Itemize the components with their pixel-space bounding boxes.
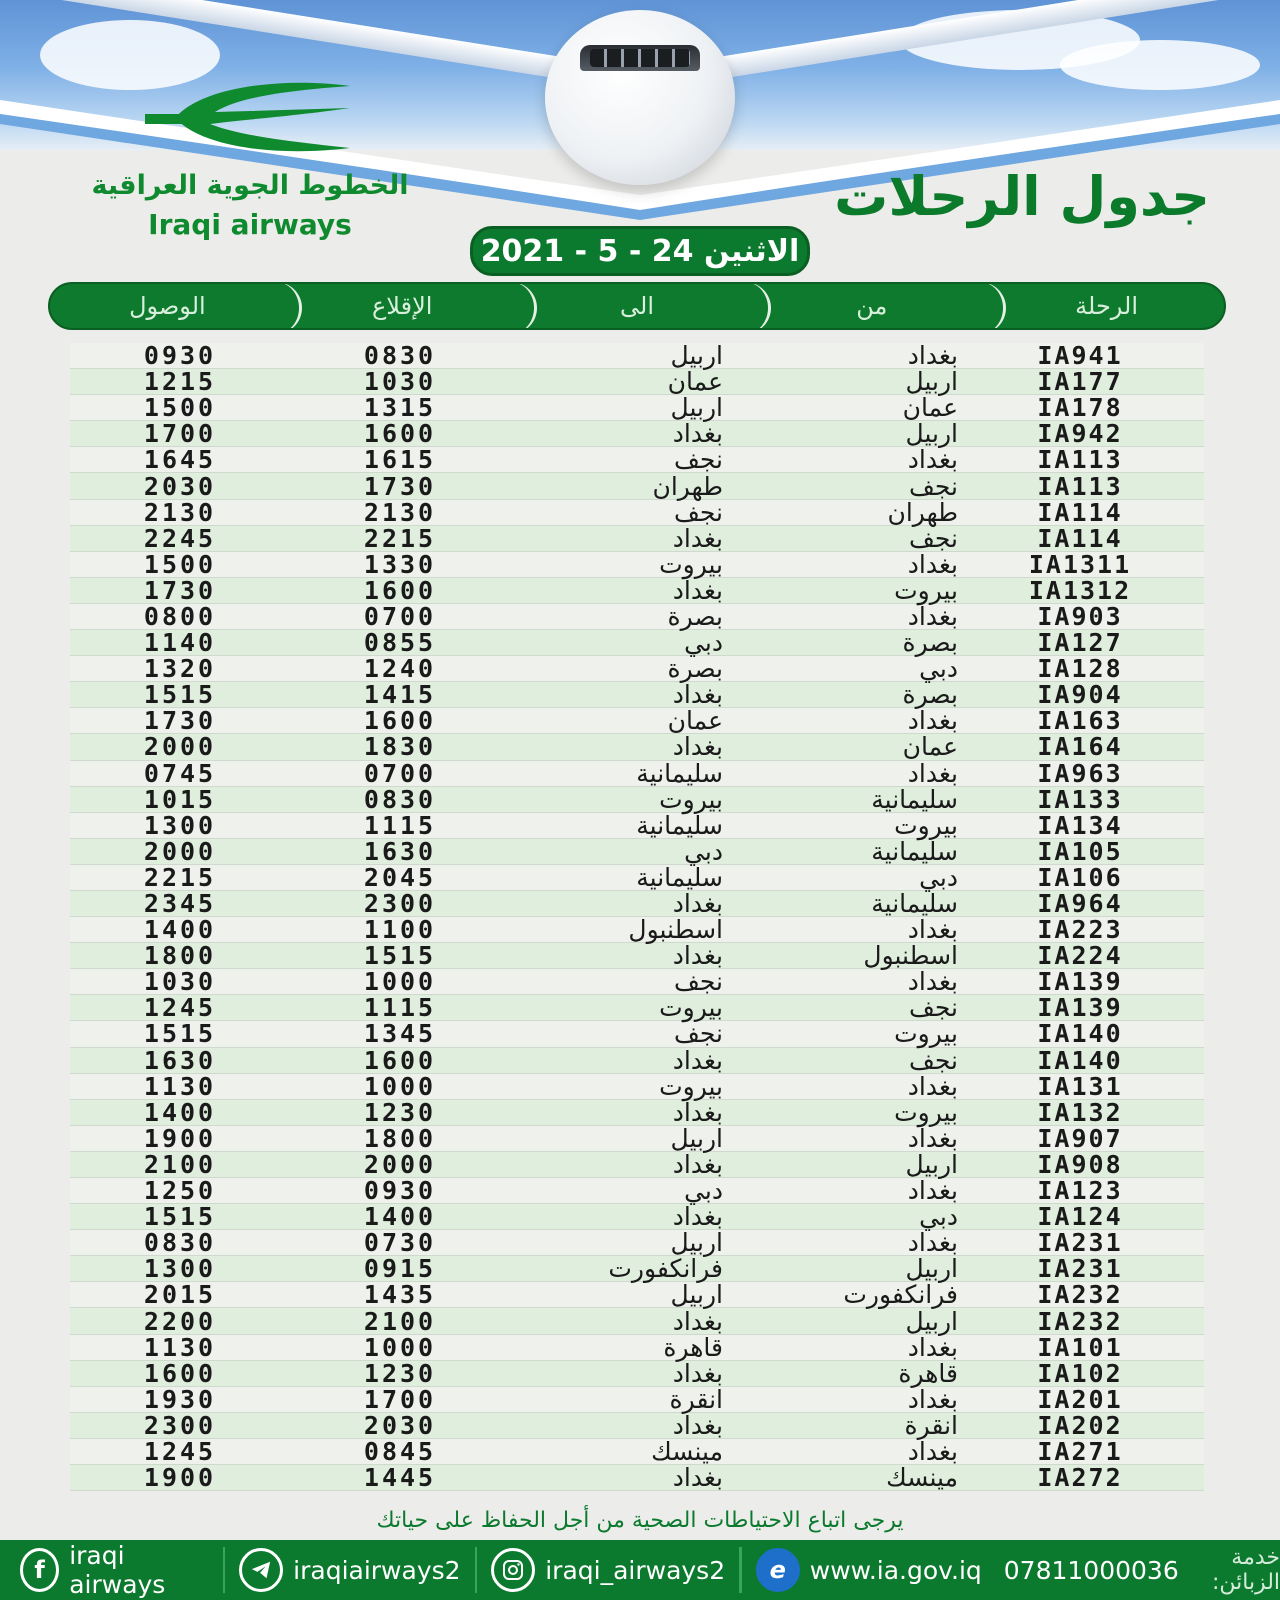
destination-city: انقرة — [669, 1384, 723, 1414]
arrival-time: 2000 — [143, 732, 217, 762]
destination-city: سليمانية — [636, 862, 723, 892]
origin-city: بغداد — [907, 1176, 958, 1206]
arrival-time: 1730 — [143, 575, 217, 605]
flight-schedule-table — [70, 343, 1204, 1491]
destination-city: بغداد — [672, 889, 723, 919]
arrival-time: 2300 — [143, 1410, 217, 1440]
customer-service-label: خدمة الزبائن: — [1211, 1545, 1280, 1595]
destination-city: اربيل — [670, 1228, 723, 1258]
departure-time: 1115 — [363, 810, 437, 840]
flight-number: IA232 — [1037, 1306, 1123, 1336]
flight-number: IA132 — [1037, 1097, 1123, 1127]
table-row — [70, 784, 1204, 814]
destination-city: دبي — [684, 1176, 723, 1206]
table-row — [70, 1436, 1204, 1466]
table-row — [70, 1384, 1204, 1414]
flight-number: IA139 — [1037, 993, 1123, 1023]
flight-number: IA231 — [1037, 1228, 1123, 1258]
table-row — [70, 862, 1204, 892]
flight-number: IA942 — [1037, 419, 1123, 449]
table-row — [70, 421, 1204, 447]
origin-city: بيروت — [894, 810, 958, 840]
table-row — [70, 343, 1204, 369]
destination-city: بغداد — [672, 419, 723, 449]
arrival-time: 1130 — [143, 1071, 217, 1101]
table-row — [70, 447, 1204, 473]
origin-city: عمان — [902, 732, 958, 762]
destination-city: اسطنبول — [628, 915, 723, 945]
facebook-icon: f — [20, 1548, 59, 1592]
departure-time: 1115 — [363, 993, 437, 1023]
flight-number: IA101 — [1037, 1332, 1123, 1362]
plane-cockpit-windows — [580, 45, 700, 71]
telegram-handle: iraqiairways2 — [293, 1555, 461, 1585]
arrival-time: 1930 — [143, 1384, 217, 1414]
departure-time: 0700 — [363, 601, 437, 631]
departure-time: 1100 — [363, 915, 437, 945]
destination-city: بيروت — [659, 549, 723, 579]
origin-city: بصرة — [902, 680, 958, 710]
brand-name-arabic: الخطوط الجوية العراقية — [91, 170, 409, 201]
table-row — [70, 630, 1204, 656]
flight-number: IA232 — [1037, 1280, 1123, 1310]
arrival-time: 2015 — [143, 1280, 217, 1310]
table-row — [70, 497, 1204, 527]
arrival-time: 1645 — [143, 445, 217, 475]
table-row — [70, 369, 1204, 395]
flight-number: IA123 — [1037, 1176, 1123, 1206]
origin-city: بغداد — [907, 915, 958, 945]
arrival-time: 1140 — [143, 628, 217, 658]
destination-city: بغداد — [672, 1097, 723, 1127]
flight-number: IA133 — [1037, 784, 1123, 814]
departure-time: 1730 — [363, 471, 437, 501]
flight-number: IA964 — [1037, 889, 1123, 919]
origin-city: دبي — [919, 1202, 958, 1232]
origin-city: اربيل — [905, 1306, 958, 1336]
telegram-icon — [239, 1548, 283, 1592]
arrival-time: 2030 — [143, 471, 217, 501]
flight-number: IA134 — [1037, 810, 1123, 840]
arrival-time: 1900 — [143, 1463, 217, 1493]
origin-city: بصرة — [902, 628, 958, 658]
origin-city: بيروت — [894, 1097, 958, 1127]
origin-city: بغداد — [907, 706, 958, 736]
telegram-link[interactable] — [239, 1540, 460, 1600]
flight-number: IA272 — [1037, 1463, 1123, 1493]
flight-number: IA224 — [1037, 941, 1123, 971]
arrival-time: 1320 — [143, 654, 217, 684]
origin-city: بغداد — [907, 1436, 958, 1466]
table-row — [70, 969, 1204, 995]
arrival-time: 1245 — [143, 1436, 217, 1466]
destination-city: بغداد — [672, 1306, 723, 1336]
departure-time: 1435 — [363, 1280, 437, 1310]
cloud — [1060, 40, 1260, 90]
flight-number: IA106 — [1037, 862, 1123, 892]
arrival-time: 1215 — [143, 367, 217, 397]
origin-city: بغداد — [907, 967, 958, 997]
departure-time: 1345 — [363, 1019, 437, 1049]
departure-time: 2030 — [363, 1410, 437, 1440]
table-row — [70, 708, 1204, 734]
flight-number: IA231 — [1037, 1254, 1123, 1284]
table-row — [70, 549, 1204, 579]
flight-number: IA903 — [1037, 601, 1123, 631]
destination-city: دبي — [684, 628, 723, 658]
departure-time: 1315 — [363, 393, 437, 423]
table-row — [70, 758, 1204, 788]
departure-time: 0830 — [363, 341, 437, 371]
destination-city: قاهرة — [663, 1332, 723, 1362]
footer-divider — [223, 1547, 226, 1593]
destination-city: عمان — [667, 367, 723, 397]
origin-city: دبي — [919, 654, 958, 684]
origin-city: بغداد — [907, 549, 958, 579]
origin-city: بغداد — [907, 445, 958, 475]
departure-time: 1630 — [363, 836, 437, 866]
destination-city: بصرة — [667, 654, 723, 684]
destination-city: اربيل — [670, 341, 723, 371]
table-row — [70, 1256, 1204, 1282]
arrival-time: 2130 — [143, 497, 217, 527]
brand-name-english: Iraqi airways — [148, 208, 352, 240]
arrival-time: 2245 — [143, 523, 217, 553]
instagram-link[interactable] — [491, 1540, 725, 1600]
table-row — [70, 1097, 1204, 1127]
origin-city: اربيل — [905, 1254, 958, 1284]
table-row — [70, 1308, 1204, 1334]
flight-number: IA127 — [1037, 628, 1123, 658]
arrival-time: 1245 — [143, 993, 217, 1023]
flight-number: IA1311 — [1028, 549, 1132, 579]
flight-number: IA113 — [1037, 471, 1123, 501]
destination-city: فرانكفورت — [608, 1254, 723, 1284]
flight-number: IA140 — [1037, 1019, 1123, 1049]
table-row — [70, 473, 1204, 499]
table-header — [48, 282, 1226, 330]
destination-city: بصرة — [667, 601, 723, 631]
table-row — [70, 1230, 1204, 1256]
arrival-time: 1030 — [143, 967, 217, 997]
plane-nose — [545, 10, 735, 185]
iraqi-airways-bird-logo — [145, 78, 350, 158]
table-row — [70, 917, 1204, 943]
departure-time: 1000 — [363, 1332, 437, 1362]
arrival-time: 1600 — [143, 1358, 217, 1388]
arrival-time: 1630 — [143, 1045, 217, 1075]
departure-time: 1600 — [363, 419, 437, 449]
destination-city: بغداد — [672, 523, 723, 553]
origin-city: بغداد — [907, 758, 958, 788]
origin-city: بغداد — [907, 1123, 958, 1153]
table-row — [70, 995, 1204, 1021]
departure-time: 1600 — [363, 1045, 437, 1075]
flight-number: IA105 — [1037, 836, 1123, 866]
departure-time: 1830 — [363, 732, 437, 762]
origin-city: نجف — [909, 523, 958, 553]
flight-number: IA271 — [1037, 1436, 1123, 1466]
table-row — [70, 1045, 1204, 1075]
flight-number: IA128 — [1037, 654, 1123, 684]
origin-city: اربيل — [905, 1149, 958, 1179]
departure-time: 1030 — [363, 367, 437, 397]
destination-city: نجف — [674, 445, 723, 475]
table-row — [70, 575, 1204, 605]
arrival-time: 1515 — [143, 680, 217, 710]
destination-city: بغداد — [672, 732, 723, 762]
table-row — [70, 1358, 1204, 1388]
flight-number: IA178 — [1037, 393, 1123, 423]
departure-time: 0700 — [363, 758, 437, 788]
arrival-time: 2215 — [143, 862, 217, 892]
arrival-time: 1400 — [143, 1097, 217, 1127]
table-row — [70, 1071, 1204, 1101]
health-notice: يرجى اتباع الاحتياطات الصحية من أجل الحفاظ على حياتك — [376, 1508, 904, 1533]
table-row — [70, 523, 1204, 553]
origin-city: فرانكفورت — [843, 1280, 958, 1310]
column-header-to: الى — [520, 284, 755, 328]
origin-city: سليمانية — [871, 784, 958, 814]
table-row — [70, 810, 1204, 840]
origin-city: نجف — [909, 1045, 958, 1075]
table-row — [70, 836, 1204, 866]
destination-city: بغداد — [672, 1202, 723, 1232]
flight-number: IA124 — [1037, 1202, 1123, 1232]
departure-time: 0855 — [363, 628, 437, 658]
destination-city: بغداد — [672, 941, 723, 971]
origin-city: انقرة — [904, 1410, 958, 1440]
flight-number: IA163 — [1037, 706, 1123, 736]
origin-city: نجف — [909, 471, 958, 501]
arrival-time: 1400 — [143, 915, 217, 945]
arrival-time: 1500 — [143, 393, 217, 423]
origin-city: نجف — [909, 993, 958, 1023]
destination-city: بغداد — [672, 1045, 723, 1075]
origin-city: قاهرة — [898, 1358, 958, 1388]
departure-time: 0845 — [363, 1436, 437, 1466]
table-row — [70, 1178, 1204, 1204]
arrival-time: 0745 — [143, 758, 217, 788]
facebook-link[interactable] — [20, 1540, 209, 1600]
flight-number: IA164 — [1037, 732, 1123, 762]
arrival-time: 1730 — [143, 706, 217, 736]
customer-service — [1004, 1540, 1280, 1600]
origin-city: عمان — [902, 393, 958, 423]
instagram-icon — [491, 1548, 535, 1592]
destination-city: سليمانية — [636, 810, 723, 840]
origin-city: اربيل — [905, 367, 958, 397]
flight-number: IA114 — [1037, 523, 1123, 553]
arrival-time: 1300 — [143, 1254, 217, 1284]
departure-time: 2130 — [363, 497, 437, 527]
flight-number: IA223 — [1037, 915, 1123, 945]
destination-city: نجف — [674, 1019, 723, 1049]
arrival-time: 1800 — [143, 941, 217, 971]
table-row — [70, 656, 1204, 682]
departure-time: 1330 — [363, 549, 437, 579]
arrival-time: 0830 — [143, 1228, 217, 1258]
destination-city: بغداد — [672, 1149, 723, 1179]
flight-number: IA139 — [1037, 967, 1123, 997]
destination-city: بغداد — [672, 1358, 723, 1388]
browser-icon: e — [756, 1548, 800, 1592]
departure-time: 1515 — [363, 941, 437, 971]
column-header-from: من — [754, 284, 989, 328]
departure-time: 2300 — [363, 889, 437, 919]
departure-time: 2045 — [363, 862, 437, 892]
destination-city: اربيل — [670, 1280, 723, 1310]
arrival-time: 1900 — [143, 1123, 217, 1153]
table-row — [70, 682, 1204, 708]
departure-time: 1600 — [363, 706, 437, 736]
flight-number: IA908 — [1037, 1149, 1123, 1179]
departure-time: 1445 — [363, 1463, 437, 1493]
destination-city: طهران — [652, 471, 723, 501]
origin-city: بيروت — [894, 575, 958, 605]
destination-city: بغداد — [672, 1463, 723, 1493]
destination-city: بغداد — [672, 1410, 723, 1440]
destination-city: بغداد — [672, 575, 723, 605]
departure-time: 1230 — [363, 1358, 437, 1388]
arrival-time: 0930 — [143, 341, 217, 371]
column-header-departure: الإقلاع — [285, 284, 520, 328]
flight-number: IA102 — [1037, 1358, 1123, 1388]
flight-number: IA202 — [1037, 1410, 1123, 1440]
arrival-time: 2100 — [143, 1149, 217, 1179]
arrival-time: 1515 — [143, 1019, 217, 1049]
website-url: www.ia.gov.iq — [809, 1555, 982, 1585]
destination-city: بيروت — [659, 993, 723, 1023]
table-row — [70, 1123, 1204, 1153]
flight-number: IA113 — [1037, 445, 1123, 475]
arrival-time: 1700 — [143, 419, 217, 449]
origin-city: بغداد — [907, 601, 958, 631]
flight-number: IA963 — [1037, 758, 1123, 788]
flight-number: IA941 — [1037, 341, 1123, 371]
origin-city: بغداد — [907, 1228, 958, 1258]
arrival-time: 1300 — [143, 810, 217, 840]
departure-time: 2100 — [363, 1306, 437, 1336]
origin-city: بغداد — [907, 1071, 958, 1101]
origin-city: اربيل — [905, 419, 958, 449]
departure-time: 1400 — [363, 1202, 437, 1232]
departure-time: 1230 — [363, 1097, 437, 1127]
destination-city: سليمانية — [636, 758, 723, 788]
destination-city: بغداد — [672, 680, 723, 710]
origin-city: بغداد — [907, 1332, 958, 1362]
destination-city: دبي — [684, 836, 723, 866]
origin-city: دبي — [919, 862, 958, 892]
origin-city: بيروت — [894, 1019, 958, 1049]
destination-city: بيروت — [659, 784, 723, 814]
flight-number: IA114 — [1037, 497, 1123, 527]
column-header-flight: الرحلة — [989, 284, 1224, 328]
destination-city: عمان — [667, 706, 723, 736]
table-row — [70, 1410, 1204, 1440]
departure-time: 2215 — [363, 523, 437, 553]
table-row — [70, 1332, 1204, 1362]
flight-number: IA177 — [1037, 367, 1123, 397]
table-row — [70, 395, 1204, 421]
destination-city: اربيل — [670, 1123, 723, 1153]
destination-city: مينسك — [651, 1436, 723, 1466]
flight-number: IA201 — [1037, 1384, 1123, 1414]
destination-city: بيروت — [659, 1071, 723, 1101]
flight-number: IA1312 — [1028, 575, 1132, 605]
departure-time: 0930 — [363, 1176, 437, 1206]
flight-number: IA904 — [1037, 680, 1123, 710]
arrival-time: 2200 — [143, 1306, 217, 1336]
table-row — [70, 1465, 1204, 1491]
origin-city: اسطنبول — [863, 941, 958, 971]
arrival-time: 1130 — [143, 1332, 217, 1362]
arrival-time: 2345 — [143, 889, 217, 919]
departure-time: 1000 — [363, 967, 437, 997]
table-row — [70, 734, 1204, 760]
page-title: جدول الرحلات — [834, 165, 1210, 228]
flight-number: IA907 — [1037, 1123, 1123, 1153]
destination-city: نجف — [674, 967, 723, 997]
departure-time: 1000 — [363, 1071, 437, 1101]
departure-time: 0915 — [363, 1254, 437, 1284]
table-row — [70, 1282, 1204, 1308]
departure-time: 1800 — [363, 1123, 437, 1153]
table-row — [70, 1021, 1204, 1047]
departure-time: 0730 — [363, 1228, 437, 1258]
instagram-handle: iraqi_airways2 — [545, 1555, 726, 1585]
table-row — [70, 1149, 1204, 1179]
arrival-time: 1500 — [143, 549, 217, 579]
table-row — [70, 943, 1204, 969]
departure-time: 1240 — [363, 654, 437, 684]
arrival-time: 2000 — [143, 836, 217, 866]
departure-time: 1415 — [363, 680, 437, 710]
departure-time: 1615 — [363, 445, 437, 475]
arrival-time: 0800 — [143, 601, 217, 631]
destination-city: نجف — [674, 497, 723, 527]
arrival-time: 1250 — [143, 1176, 217, 1206]
origin-city: بغداد — [907, 1384, 958, 1414]
origin-city: سليمانية — [871, 889, 958, 919]
footer-bar — [0, 1540, 1280, 1600]
arrival-time: 1015 — [143, 784, 217, 814]
table-row — [70, 1204, 1204, 1230]
column-header-arrival: الوصول — [129, 292, 206, 320]
destination-city: اربيل — [670, 393, 723, 423]
origin-city: مينسك — [886, 1463, 958, 1493]
origin-city: سليمانية — [871, 836, 958, 866]
flight-number: IA140 — [1037, 1045, 1123, 1075]
table-row — [70, 601, 1204, 631]
departure-time: 1700 — [363, 1384, 437, 1414]
departure-time: 0830 — [363, 784, 437, 814]
origin-city: طهران — [887, 497, 958, 527]
arrival-time: 1515 — [143, 1202, 217, 1232]
origin-city: بغداد — [907, 341, 958, 371]
departure-time: 1600 — [363, 575, 437, 605]
customer-service-phone: 07811000036 — [1003, 1555, 1179, 1585]
departure-time: 2000 — [363, 1149, 437, 1179]
footer-divider — [739, 1547, 742, 1593]
facebook-handle: iraqi airways — [69, 1541, 166, 1599]
date-badge: الاثنين 24 - 5 - 2021 — [470, 226, 810, 276]
flight-number: IA131 — [1037, 1071, 1123, 1101]
table-row — [70, 891, 1204, 917]
footer-divider — [475, 1547, 478, 1593]
website-link[interactable] — [756, 1540, 982, 1600]
